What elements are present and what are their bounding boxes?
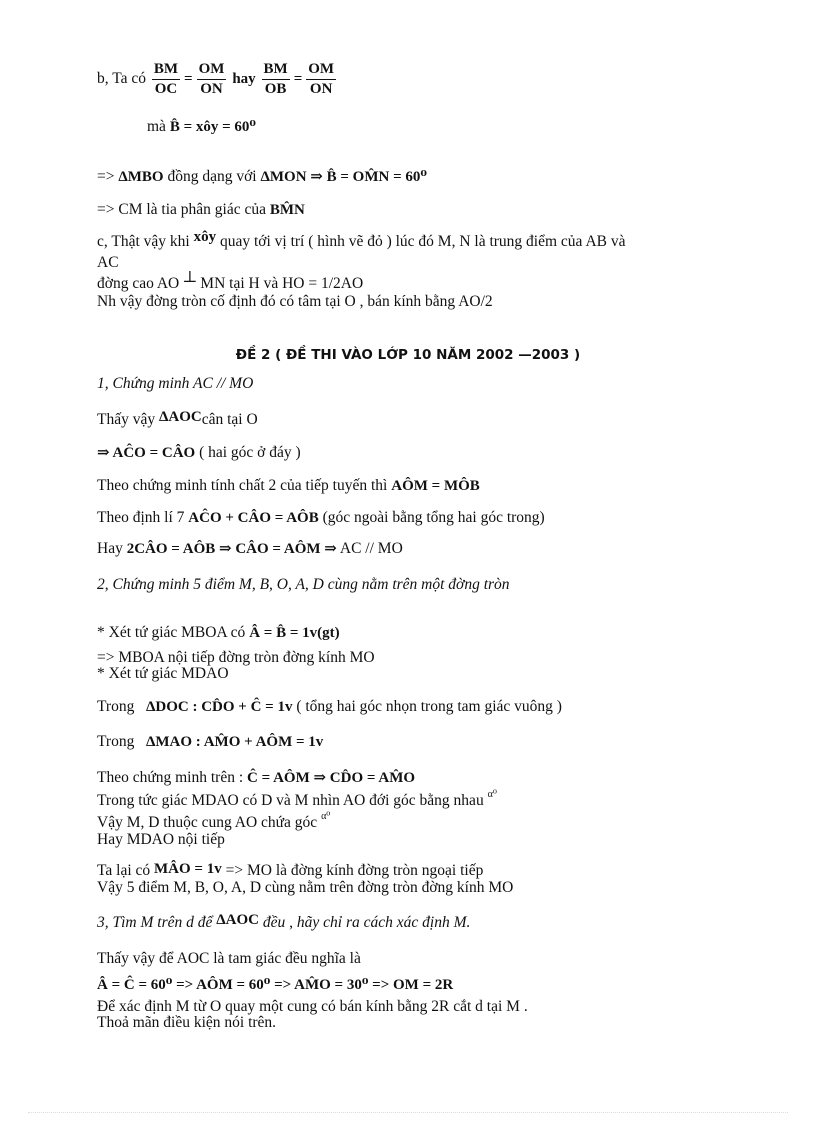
- math: ΔMBO: [118, 169, 164, 185]
- text: AC // MO: [339, 540, 403, 557]
- math: ΔAOC: [216, 912, 260, 928]
- text: Theo định lí 7: [97, 509, 185, 526]
- numerator: OM: [197, 60, 227, 80]
- s2-line-4: [97, 698, 562, 716]
- math: ⇒ AĈO = CÂO: [97, 445, 196, 461]
- text: =>: [97, 168, 115, 185]
- math: ΔMON ⇒ B̂ = OM̂N = 60⁰: [260, 169, 427, 185]
- s1-line-1: [97, 411, 258, 429]
- part-b-line-1: [97, 60, 338, 99]
- denominator: OB: [264, 81, 287, 97]
- math: B̂ = xôy = 60⁰: [169, 119, 256, 135]
- text: cân tại O: [201, 411, 258, 428]
- alpha-symbol: α⁰: [321, 811, 331, 822]
- text: (góc ngoài bằng tổng hai góc trong): [322, 509, 545, 526]
- text: đều , hãy chỉ ra cách xác định M.: [262, 914, 471, 931]
- text: Trong: [97, 733, 135, 750]
- math: BM̂N: [269, 202, 305, 218]
- s1-line-5: [97, 540, 403, 558]
- math: ΔDOC : CD̂O + Ĉ = 1v: [145, 699, 293, 715]
- numerator: BM: [152, 60, 180, 80]
- math: AÔM = MÔB: [391, 478, 480, 494]
- text: => CM là tia phân giác của: [97, 201, 266, 218]
- math: MÂO = 1v: [154, 861, 222, 877]
- numerator: BM: [262, 60, 290, 80]
- math: ΔAOC: [158, 409, 202, 425]
- text: Theo chứng minh tính chất 2 của tiếp tuyến thì: [97, 477, 388, 494]
- s2-line-6: [97, 769, 415, 787]
- math: Â = Ĉ = 60⁰ => AÔM = 60⁰ => AM̂O = 30⁰ => OM = 2R: [97, 977, 454, 993]
- hay-word: hay: [232, 71, 256, 88]
- fraction-om-on: [197, 60, 227, 99]
- text: mà: [147, 118, 166, 135]
- s2-line-10: [97, 862, 483, 880]
- s2-line-9: Hay MDAO nội tiếp: [97, 831, 225, 848]
- text: Trong tức giác MDAO có D và M nhìn AO đới góc bằng nhau: [97, 792, 484, 809]
- s2-line-2: => MBOA nội tiếp đờng tròn đờng kính MO: [97, 649, 375, 666]
- fraction-bm-ob: [262, 60, 290, 99]
- page-bottom-divider: [28, 1112, 788, 1113]
- math: AĈO + CÂO = AÔB: [188, 510, 319, 526]
- text: Vậy M, D thuộc cung AO chứa góc: [97, 814, 318, 831]
- text: b, Ta có: [97, 70, 146, 88]
- part-b-line-4: [97, 201, 305, 219]
- text: Trong: [97, 698, 135, 715]
- perpendicular-symbol: ⊥: [182, 269, 198, 286]
- alpha-symbol: α⁰: [487, 789, 497, 800]
- text: c, Thật vậy khi: [97, 233, 190, 250]
- denominator: OC: [154, 81, 178, 97]
- text: * Xét tứ giác MBOA có: [97, 624, 246, 641]
- denominator: ON: [309, 81, 333, 97]
- fraction-bm-oc: [152, 60, 180, 99]
- s2-line-1: [97, 624, 340, 642]
- s2-line-5: [97, 733, 323, 751]
- text: ( tổng hai góc nhọn trong tam giác vuông ): [296, 698, 562, 715]
- text: quay tới vị trí ( hình vẽ đỏ ) lúc đó M, N là trung điểm của AB và: [219, 233, 626, 250]
- s3-title: [97, 914, 470, 932]
- s3-line-4: Thoả mãn điều kiện nói trên.: [97, 1014, 277, 1031]
- part-b-line-2: [147, 118, 256, 136]
- text: đờng cao AO: [97, 275, 180, 292]
- text: đồng dạng với: [167, 168, 257, 185]
- text: ( hai góc ở đáy ): [199, 444, 301, 461]
- part-c-line-2: AC: [97, 254, 119, 271]
- s2-line-7: [97, 789, 497, 812]
- math: ΔMAO : AM̂O + AÔM = 1v: [145, 734, 324, 750]
- s1-title: 1, Chứng minh AC // MO: [97, 375, 254, 392]
- s2-title: 2, Chứng minh 5 điểm M, B, O, A, D cùng nằm trên một đờng tròn: [97, 576, 510, 593]
- text: Theo chứng minh trên :: [97, 769, 244, 786]
- s3-line-3: Để xác định M từ O quay một cung có bán kính bằng 2R cắt d tại M .: [97, 998, 528, 1015]
- math: 2CÂO = AÔB ⇒ CÂO = AÔM ⇒: [126, 541, 337, 557]
- numerator: OM: [306, 60, 336, 80]
- part-c-line-4: Nh vậy đờng tròn cố định đó có tâm tại O , bán kính bằng AO/2: [97, 293, 493, 310]
- math: Ĉ = AÔM ⇒ CD̂O = AM̂O: [247, 770, 416, 786]
- s2-line-11: Vậy 5 điểm M, B, O, A, D cùng nằm trên đờng tròn đờng kính MO: [97, 879, 514, 896]
- s1-line-4: [97, 509, 545, 527]
- part-b-line-3: [97, 168, 427, 186]
- section-heading: ĐỀ 2 ( ĐỀ THI VÀO LỚP 10 NĂM 2002 —2003 ): [235, 347, 581, 363]
- text: Thấy vậy: [97, 411, 156, 428]
- text: Hay: [97, 540, 123, 557]
- part-c-line-3: [97, 269, 364, 293]
- text: MN tại H và HO = 1/2AO: [200, 275, 364, 292]
- equals: =: [293, 71, 303, 88]
- math: Â = B̂ = 1v(gt): [249, 625, 340, 641]
- text: 3, Tìm M trên d để: [97, 914, 213, 931]
- denominator: ON: [200, 81, 223, 97]
- fraction-om-on-2: [306, 60, 336, 99]
- s2-line-3: * Xét tứ giác MDAO: [97, 665, 229, 682]
- part-c-line-1: [97, 229, 626, 251]
- math: xôy: [193, 229, 217, 245]
- s1-line-3: [97, 477, 480, 495]
- s3-line-1: Thấy vậy để AOC là tam giác đều nghĩa là: [97, 950, 361, 967]
- text: => MO là đờng kính đờng tròn ngoại tiếp: [225, 862, 484, 879]
- equals: =: [184, 71, 193, 88]
- s1-line-2: [97, 444, 301, 462]
- text: Ta lại có: [97, 862, 151, 879]
- s3-line-2: [97, 976, 453, 994]
